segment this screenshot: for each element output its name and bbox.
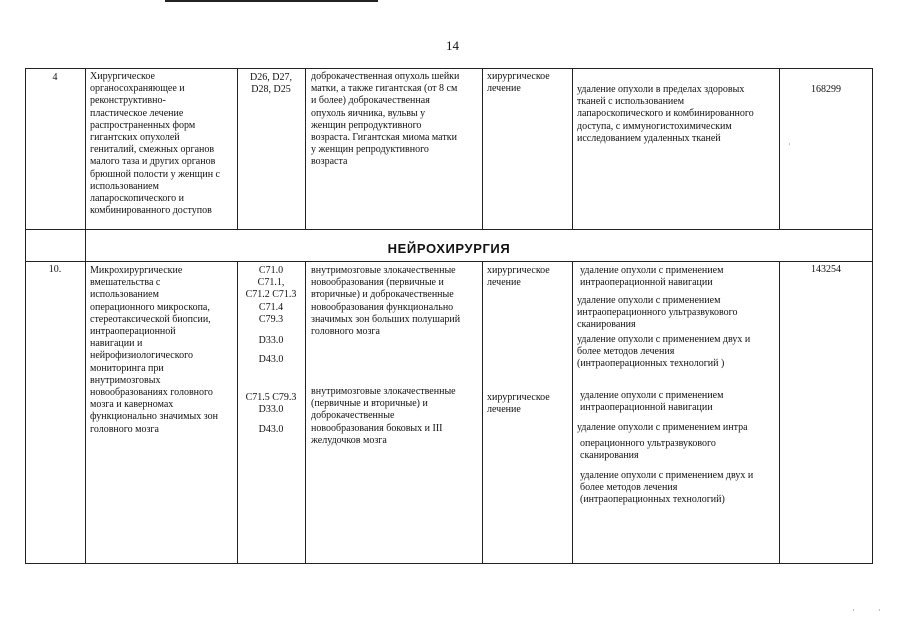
treatment-method: удаление опухоли с применением интраоперационной навигации: [580, 265, 724, 289]
treatment-method: операционного ультразвукового сканирования: [580, 438, 716, 462]
intervention-name: Микрохирургические вмешательства с использованием операционного микроскопа, стереотаксической биопсии, интраоперационной навигации и нейрофизиологического мониторинга при внутримозговых новообразованиях головного мозга и каверномах функционально значимых зон головного мозга: [90, 265, 218, 435]
scan-speck: ·: [788, 140, 791, 149]
column-divider: [305, 261, 306, 564]
treatment-method: удаление опухоли с применением интра: [577, 422, 748, 433]
icd-codes: D33.0: [258, 335, 284, 346]
row-number: 10.: [48, 264, 62, 275]
cost-value: 168299: [811, 84, 841, 95]
icd-codes: C71.0 C71.1, C71.2 C71.3 C71.4 C79.3: [245, 265, 297, 325]
treatment-method: удаление опухоли с применением двух и более методов лечения (интраоперационных технологий): [580, 470, 754, 506]
column-divider: [779, 261, 780, 564]
patient-model: доброкачественная опухоль шейки матки, а также гигантская (от 8 см и более) доброкачественная опухоль яичника, вульвы у женщин репродуктивного возраста. Гигантская миома матки у женщин репродуктивного возраста: [311, 71, 460, 168]
scan-speck: ·: [852, 606, 855, 615]
page-number: 14: [446, 38, 459, 53]
icd-codes: C71.5 C79.3 D33.0: [245, 392, 297, 416]
column-divider: [482, 261, 483, 564]
treatment-method: удаление опухоли в пределах здоровых тканей с использованием лапароскопического и комбинированного доступа, с иммуногистохимическим исследованием удаленных тканей: [577, 84, 754, 144]
icd-codes: D43.0: [258, 354, 284, 365]
treatment-type: хирургическое лечение: [487, 265, 550, 289]
scan-speck: ·: [878, 606, 881, 615]
patient-model: внутримозговые злокачественные новообразования (первичные и вторичные) и доброкачественные новообразования функционально значимых зон больших полушарий головного мозга: [311, 265, 461, 338]
treatment-type: хирургическое лечение: [487, 392, 550, 416]
row-divider: [25, 261, 873, 262]
column-divider: [305, 68, 306, 230]
column-divider: [572, 261, 573, 564]
row-divider: [25, 229, 873, 230]
column-divider: [237, 261, 238, 564]
treatment-type: хирургическое лечение: [487, 71, 550, 95]
icd-codes: D43.0: [258, 424, 284, 435]
icd-codes: D26, D27, D28, D25: [250, 72, 292, 96]
column-divider: [572, 68, 573, 230]
treatment-method: удаление опухоли с применением двух и более методов лечения (интраоперационных технологий ): [577, 334, 751, 370]
table-border-left: [25, 68, 26, 564]
table-border-top: [25, 68, 873, 69]
column-divider: [85, 68, 86, 564]
table-border-right: [872, 68, 873, 564]
treatment-method: удаление опухоли с применением интраоперационного ультразвукового сканирования: [577, 295, 738, 331]
table-border-bottom: [25, 563, 873, 564]
treatment-method: удаление опухоли с применением интраоперационной навигации: [580, 390, 724, 414]
section-title: НЕЙРОХИРУРГИЯ: [387, 241, 511, 256]
row-number: 4: [52, 72, 58, 83]
cost-value: 143254: [811, 264, 841, 275]
page-top-edge-line: [165, 0, 378, 2]
patient-model: внутримозговые злокачественные (первичные и вторичные) и доброкачественные новообразования боковых и III желудочков мозга: [311, 386, 456, 446]
column-divider: [237, 68, 238, 230]
intervention-name: Хирургическое органосохраняющее и реконструктивно- пластическое лечение распространенных форм гигантских опухолей гениталий, смежных органов малого таза и других органов брюшной полости у женщин с использованием лапароскопического и комбинированного доступов: [90, 71, 220, 217]
column-divider: [482, 68, 483, 230]
